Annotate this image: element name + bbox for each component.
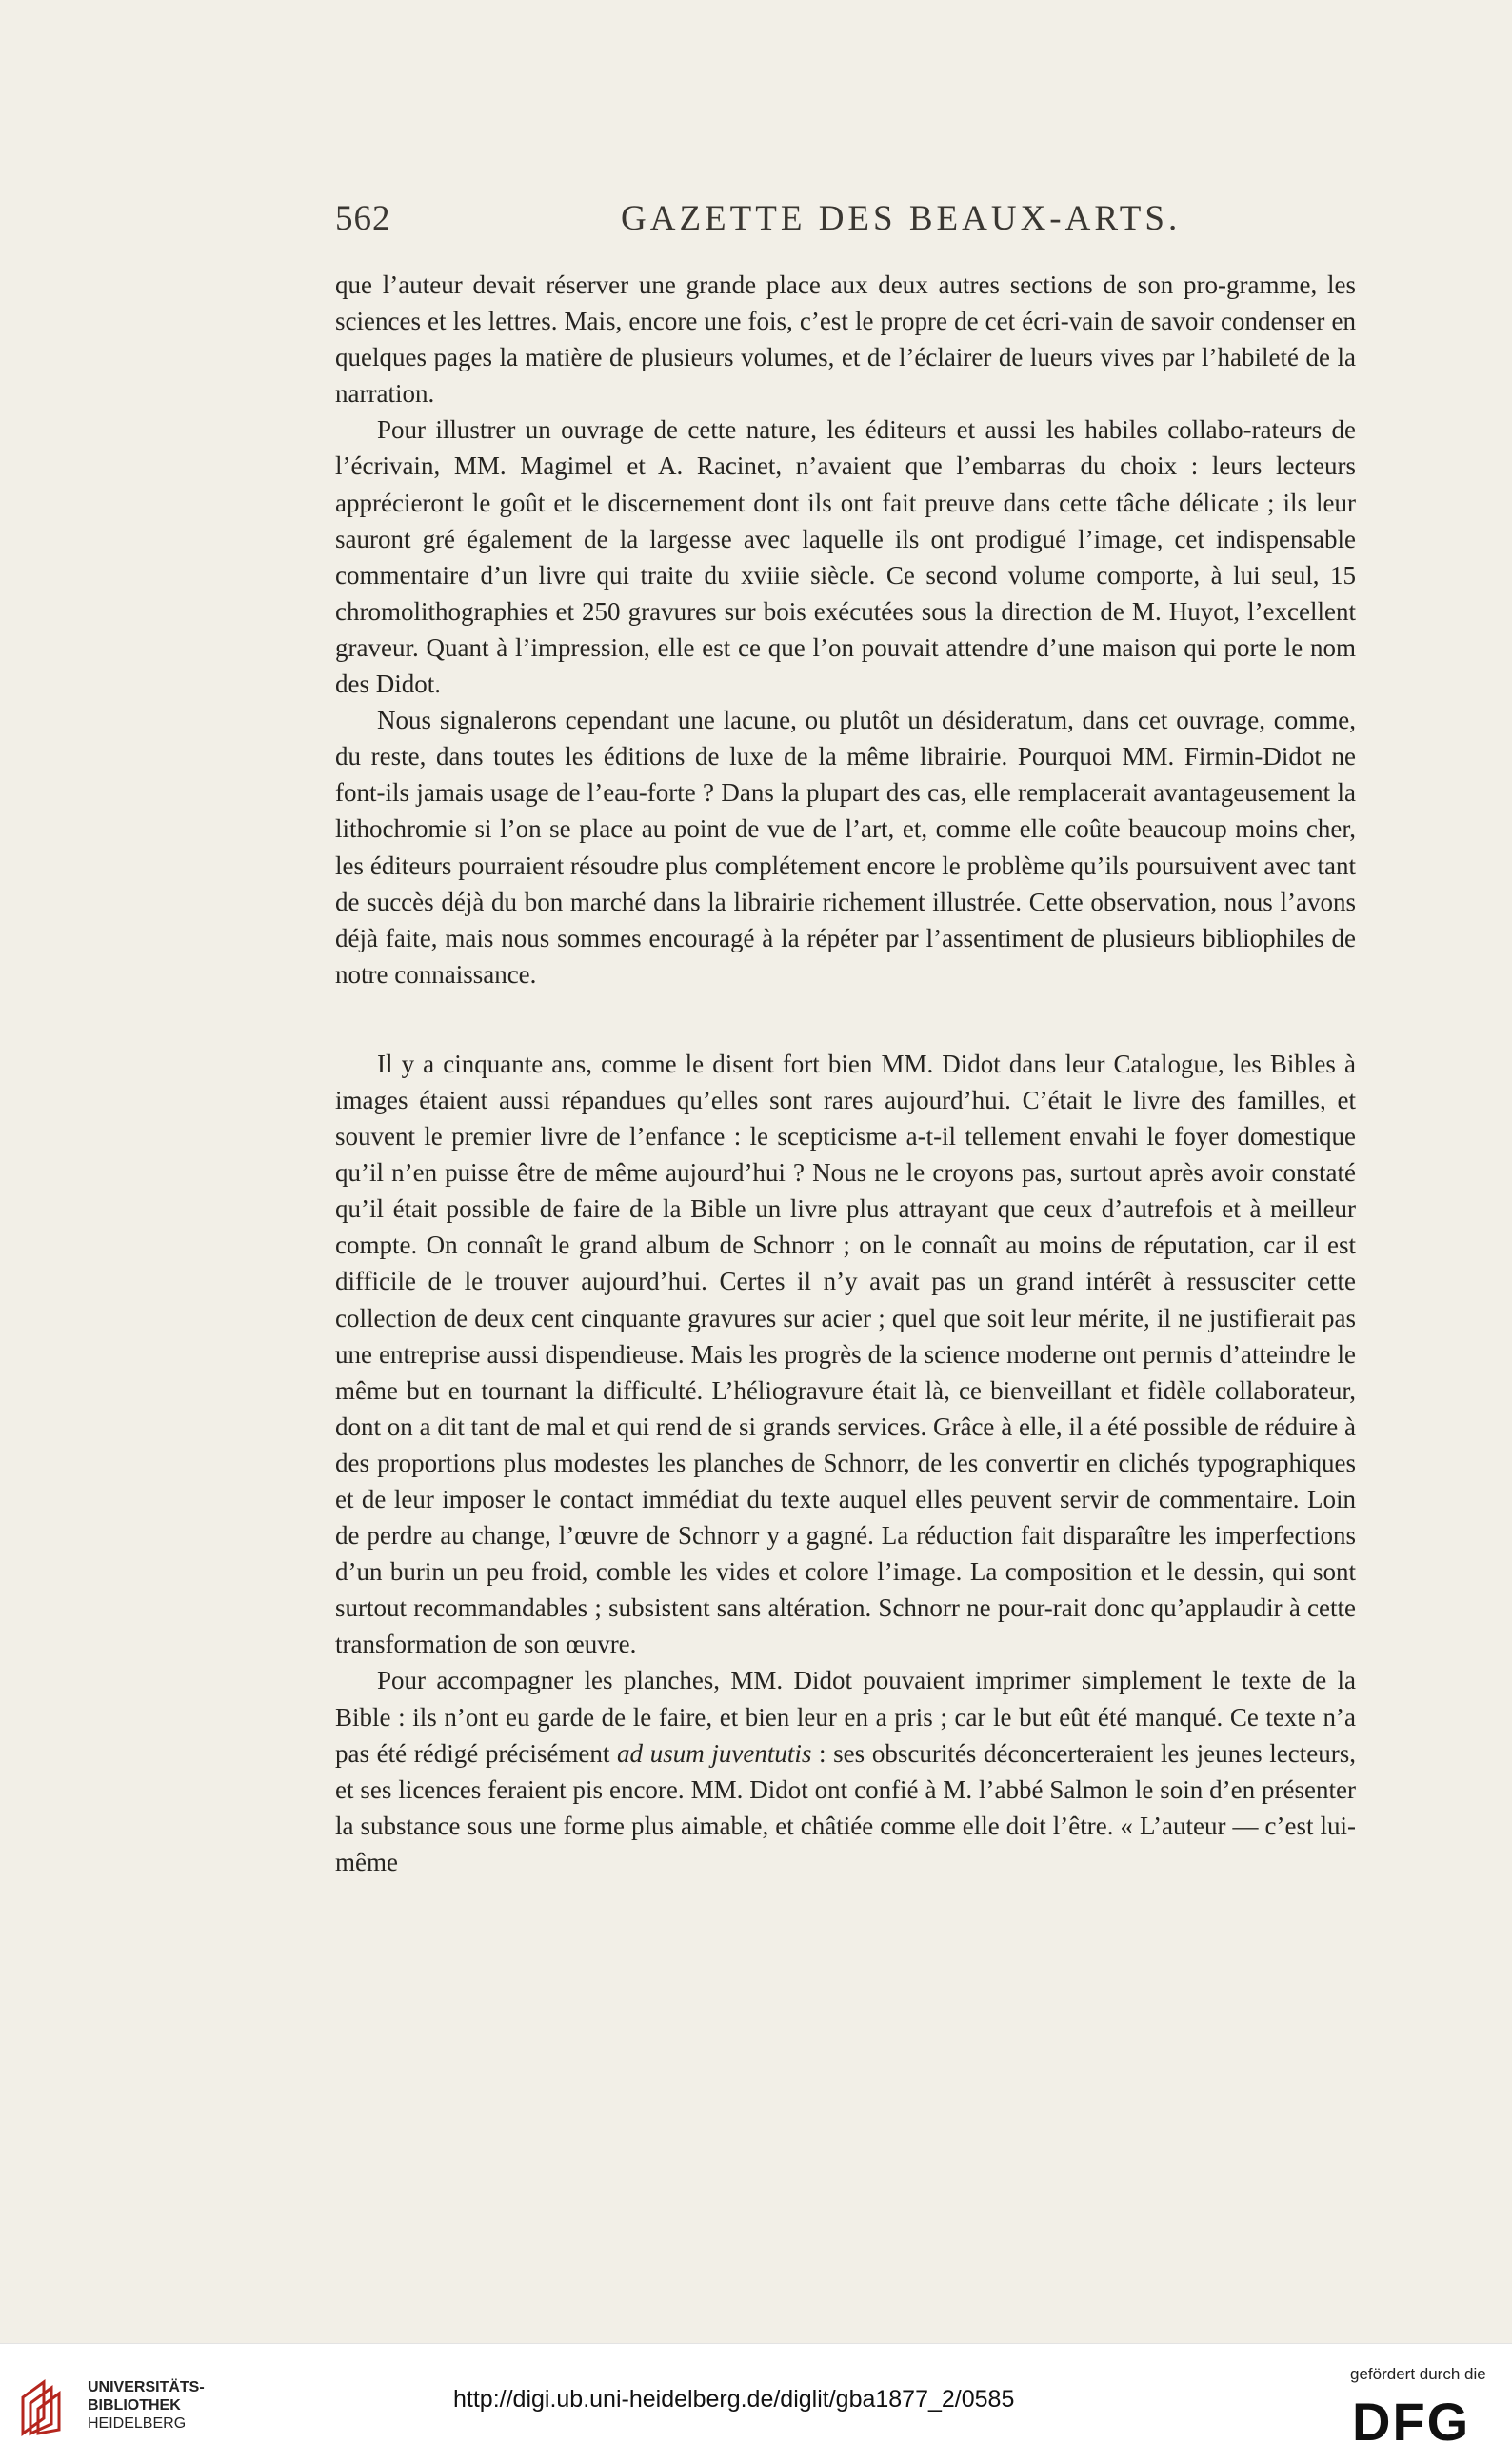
article-body bbox=[335, 267, 1356, 1880]
page-number: 562 bbox=[335, 199, 391, 238]
digitization-footer bbox=[0, 2343, 1512, 2464]
section-break bbox=[335, 992, 1356, 1046]
paragraph-2: Pour illustrer un ouvrage de cette nature, les éditeurs et aussi les habiles collabo-rateurs de l’écrivain, MM. Magimel et A. Racinet, n’avaient que l’embarras du choix : leurs lecteurs apprécieront le goût et le discernement dont ils ont fait preuve dans cette tâche délicate ; ils leur sauront gré également de la largesse avec laquelle ils ont prodigué l’image, cet indispensable commentaire d’un livre qui traite du xviiie siècle. Ce second volume comporte, à lui seul, 15 chromolithographies et 250 gravures sur bois exécutées sous la direction de M. Huyot, l’excellent graveur. Quant à l’impression, elle est ce que l’on pouvait attendre d’une maison qui porte le nom des Didot. bbox=[335, 415, 1356, 699]
university-library-logo-icon bbox=[15, 2376, 76, 2437]
paragraph-4: Il y a cinquante ans, comme le disent fort bien MM. Didot dans leur Catalogue, les Bibles à images étaient aussi répandues qu’elles sont rares aujourd’hui. C’était le livre des familles, et souvent le premier livre de l’enfance : le scepticisme a-t-il tellement envahi le foyer domestique qu’il n’en puisse être de même aujourd’hui ? Nous ne le croyons pas, surtout après avoir constaté qu’il était possible de faire de la Bible un livre plus attrayant que ceux d’autrefois et à meilleur compte. On connaît le grand album de Schnorr ; on le connaît au moins de réputation, car il est difficile de le trouver aujourd’hui. Certes il n’y avait pas un grand intérêt à ressusciter cette collection de deux cent cinquante gravures sur acier ; quel que soit leur mérite, il ne justifierait pas une entreprise aussi dispendieuse. Mais les progrès de la science moderne ont permis d’atteindre le même but en tournant la difficulté. L’héliogravure était là, ce bienveillant et fidèle collaborateur, dont on a dit tant de mal et qui rend de si grands services. Grâce à elle, il a été possible de réduire à des proportions plus modestes les planches de Schnorr, de les convertir en clichés typographiques et de leur imposer le contact immédiat du texte auquel elles peuvent servir de commentaire. Loin de perdre au change, l’œuvre de Schnorr y a gagné. La réduction fait disparaître les imperfections d’un burin un peu froid, comble les vides et colore l’image. La composition et le dessin, qui sont surtout recommandables ; subsistent sans altération. Schnorr ne pour-rait donc qu’applaudir à cette transformation de son œuvre. bbox=[335, 1049, 1356, 1659]
paragraph-5 bbox=[335, 1662, 1356, 1880]
running-title: GAZETTE DES BEAUX-ARTS. bbox=[621, 199, 1182, 238]
paragraph-1: que l’auteur devait réserver une grande place aux deux autres sections de son pro-gramme, les sciences et les lettres. Mais, encore une fois, c’est le propre de cet écri-vain de savoir condenser en quelques pages la matière de plusieurs volumes, et de l’éclairer de lueurs vives par l’habileté de la narration. bbox=[335, 270, 1356, 409]
paragraph-5-end: : ses obscurités déconcerteraient les jeunes lecteurs, et ses licences feraient pis encore. MM. Didot ont confié à M. l’abbé Salmon le soin d’en présenter la substance sous une forme plus aimable, et châtiée comme elle doit l’être. « L’auteur — c’est lui-même bbox=[335, 1738, 1357, 1876]
latin-phrase: ad usum juventutis bbox=[617, 1738, 812, 1768]
page-header bbox=[335, 198, 1356, 246]
sponsor-caption: gefördert durch die bbox=[1350, 2365, 1486, 2383]
paragraph-3: Nous signalerons cependant une lacune, ou plutôt un désideratum, dans cet ouvrage, comme, du reste, dans toutes les éditions de luxe de la même librairie. Pourquoi MM. Firmin-Didot ne font-ils jamais usage de l’eau-forte ? Dans la plupart des cas, elle remplacerait avantageusement la lithochromie si l’on se place au point de vue de l’art, et, comme elle coûte beaucoup moins cher, les éditeurs pourraient résoudre plus complétement encore le problème qu’ils poursuivent avec tant de succès déjà du bon marché dans la librairie richement illustrée. Cette observation, nous l’avons déjà faite, mais nous sommes encouragé à la répéter par l’assentiment de plusieurs bibliophiles de notre connaissance. bbox=[335, 706, 1356, 989]
dfg-logo: DFG bbox=[1352, 2392, 1471, 2452]
library-name: UNIVERSITÄTS- BIBLIOTHEK HEIDELBERG bbox=[88, 2379, 205, 2432]
permalink-url[interactable]: http://digi.ub.uni-heidelberg.de/diglit/gba1877_2/0585 bbox=[453, 2386, 1015, 2413]
paragraph-5-start: Pour accompagner les planches, MM. Didot pouvaient imprimer simplement le texte de la Bible : ils n’ont eu garde de le faire, et bien leur en a pris ; car le but eût été manqué. Ce texte n’a pas été rédigé précisément bbox=[335, 1666, 1356, 1768]
